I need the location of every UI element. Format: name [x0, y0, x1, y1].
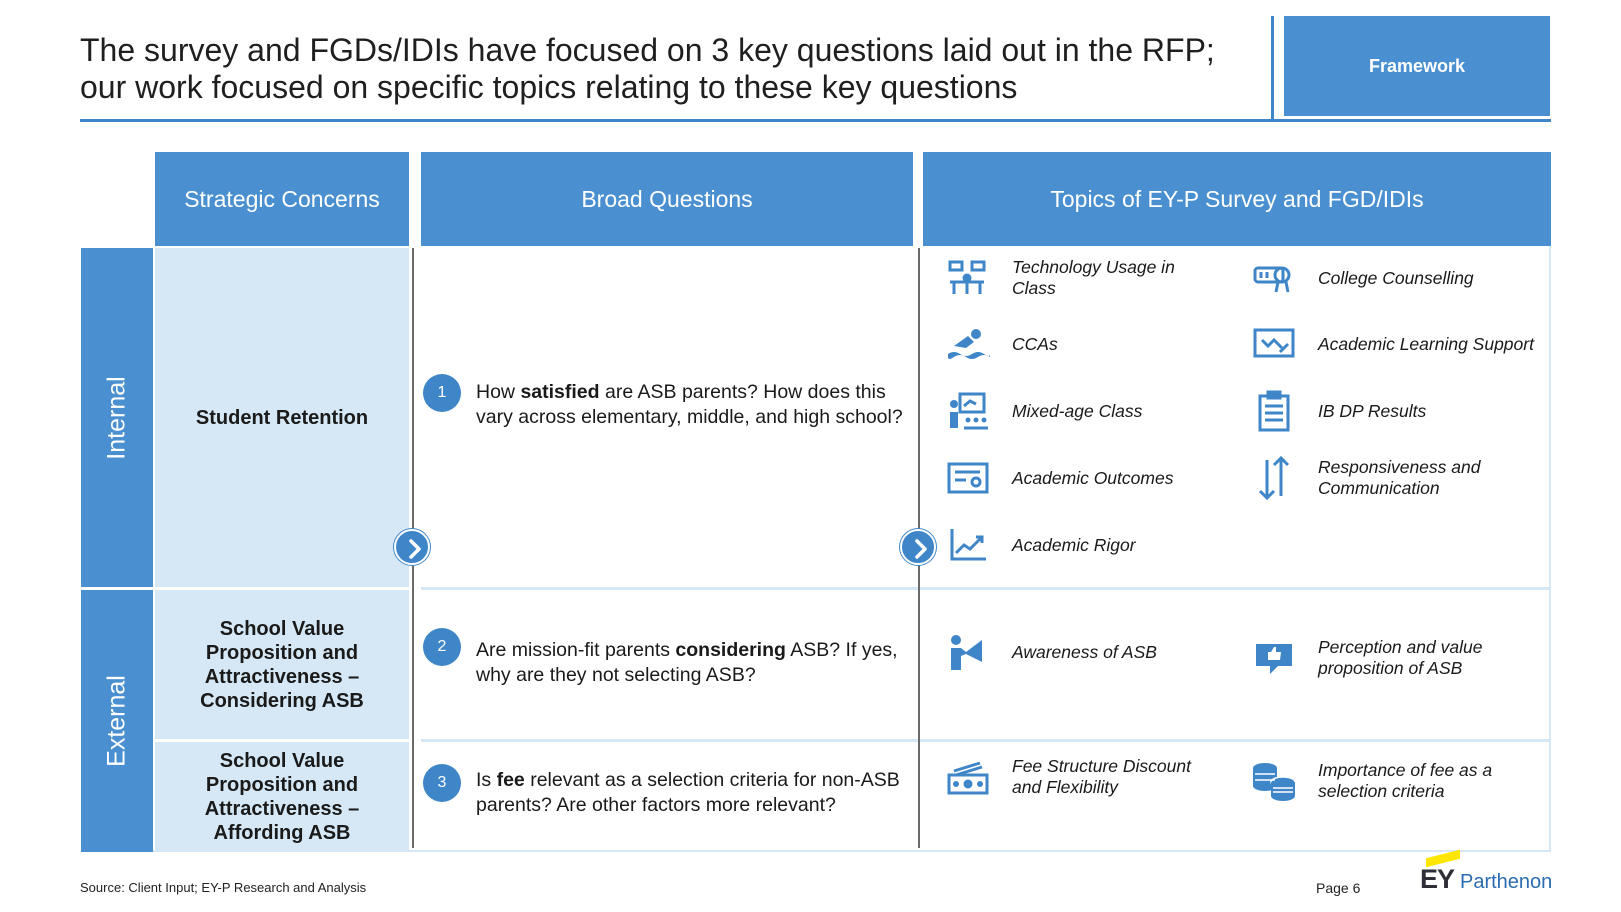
concern-affording-asb [155, 742, 409, 852]
topic-ib-dp-results: IB DP Results [1250, 389, 1540, 433]
question-text: Are mission-fit parents considering ASB? If yes, why are they not selecting ASB? [476, 639, 898, 686]
classroom-desks-icon [944, 256, 992, 300]
coins-stack-icon [1250, 759, 1298, 803]
question-text: Is fee relevant as a selection criteria for non-ASB parents? Are other factors more relevant? [476, 769, 900, 816]
topic-mixed-age-class: Mixed-age Class [944, 389, 1204, 433]
money-cards-icon [944, 755, 992, 799]
chevron-right-icon [900, 529, 936, 565]
side-band-external [81, 590, 153, 852]
title-divider [80, 119, 1551, 122]
graduation-ticket-icon [1250, 256, 1298, 300]
side-label-internal: Internal [102, 375, 131, 460]
question-number-badge: 2 [423, 628, 461, 666]
page-title: The survey and FGDs/IDIs have focused on 3 key questions laid out in the RFP; our work focused on specific topics relating to these key questions [80, 32, 1215, 105]
logo-ey-text: EY [1420, 864, 1455, 894]
question-number-badge: 3 [423, 764, 461, 802]
chevron-right-icon [394, 529, 430, 565]
column-header-topics: Topics of EY-P Survey and FGD/IDIs [923, 152, 1551, 246]
page-number: Page 6 [1316, 880, 1361, 896]
column-header-strategic-concerns: Strategic Concerns [155, 152, 409, 246]
topic-fee-importance: Importance of fee as a selection criteria [1250, 759, 1540, 803]
ey-parthenon-logo [1420, 850, 1555, 900]
topic-perception: Perception and value proposition of ASB [1250, 636, 1540, 680]
concern-label: Student Retention [195, 406, 369, 429]
topic-academic-rigor: Academic Rigor [944, 523, 1204, 567]
topic-college-counselling: College Counselling [1250, 256, 1540, 300]
concern-student-retention [155, 248, 409, 587]
topic-fee-structure: Fee Structure Discount and Flexibility [944, 755, 1204, 799]
concern-considering-asb [155, 590, 409, 739]
logo-parthenon-text: Parthenon [1460, 871, 1553, 893]
clipboard-icon [1250, 389, 1298, 433]
topic-ccas: CCAs [944, 322, 1204, 366]
topic-responsiveness: Responsiveness and Communication [1250, 456, 1550, 500]
teacher-board-icon [944, 389, 992, 433]
topic-technology-usage: Technology Usage in Class [944, 256, 1204, 300]
report-card-icon [944, 456, 992, 500]
framework-tab[interactable]: Framework [1284, 16, 1550, 116]
whiteboard-icon [1250, 322, 1298, 366]
concern-label: School Value Proposition and Attractiveness – Affording ASB [204, 750, 360, 844]
row-separator [421, 587, 1551, 590]
side-label-external: External [102, 675, 131, 767]
megaphone-person-icon [944, 630, 992, 674]
column-header-broad-questions: Broad Questions [421, 152, 913, 246]
topic-awareness: Awareness of ASB [944, 630, 1204, 674]
up-down-arrows-icon [1250, 456, 1298, 500]
question-number-badge: 1 [423, 374, 461, 412]
concern-label: School Value Proposition and Attractiveness – Considering ASB [200, 617, 364, 712]
source-note: Source: Client Input; EY-P Research and Analysis [80, 880, 367, 895]
question-text: How satisfied are ASB parents? How does this vary across elementary, middle, and high school? [476, 381, 903, 428]
side-band-internal [81, 248, 153, 587]
topic-academic-outcomes: Academic Outcomes [944, 456, 1204, 500]
title-vertical-divider [1271, 16, 1274, 120]
thumbs-up-bubble-icon [1250, 636, 1298, 680]
row-separator [421, 739, 1551, 742]
topic-academic-learning-support: Academic Learning Support [1250, 322, 1540, 366]
swimmer-icon [944, 322, 992, 366]
line-chart-icon [944, 523, 992, 567]
